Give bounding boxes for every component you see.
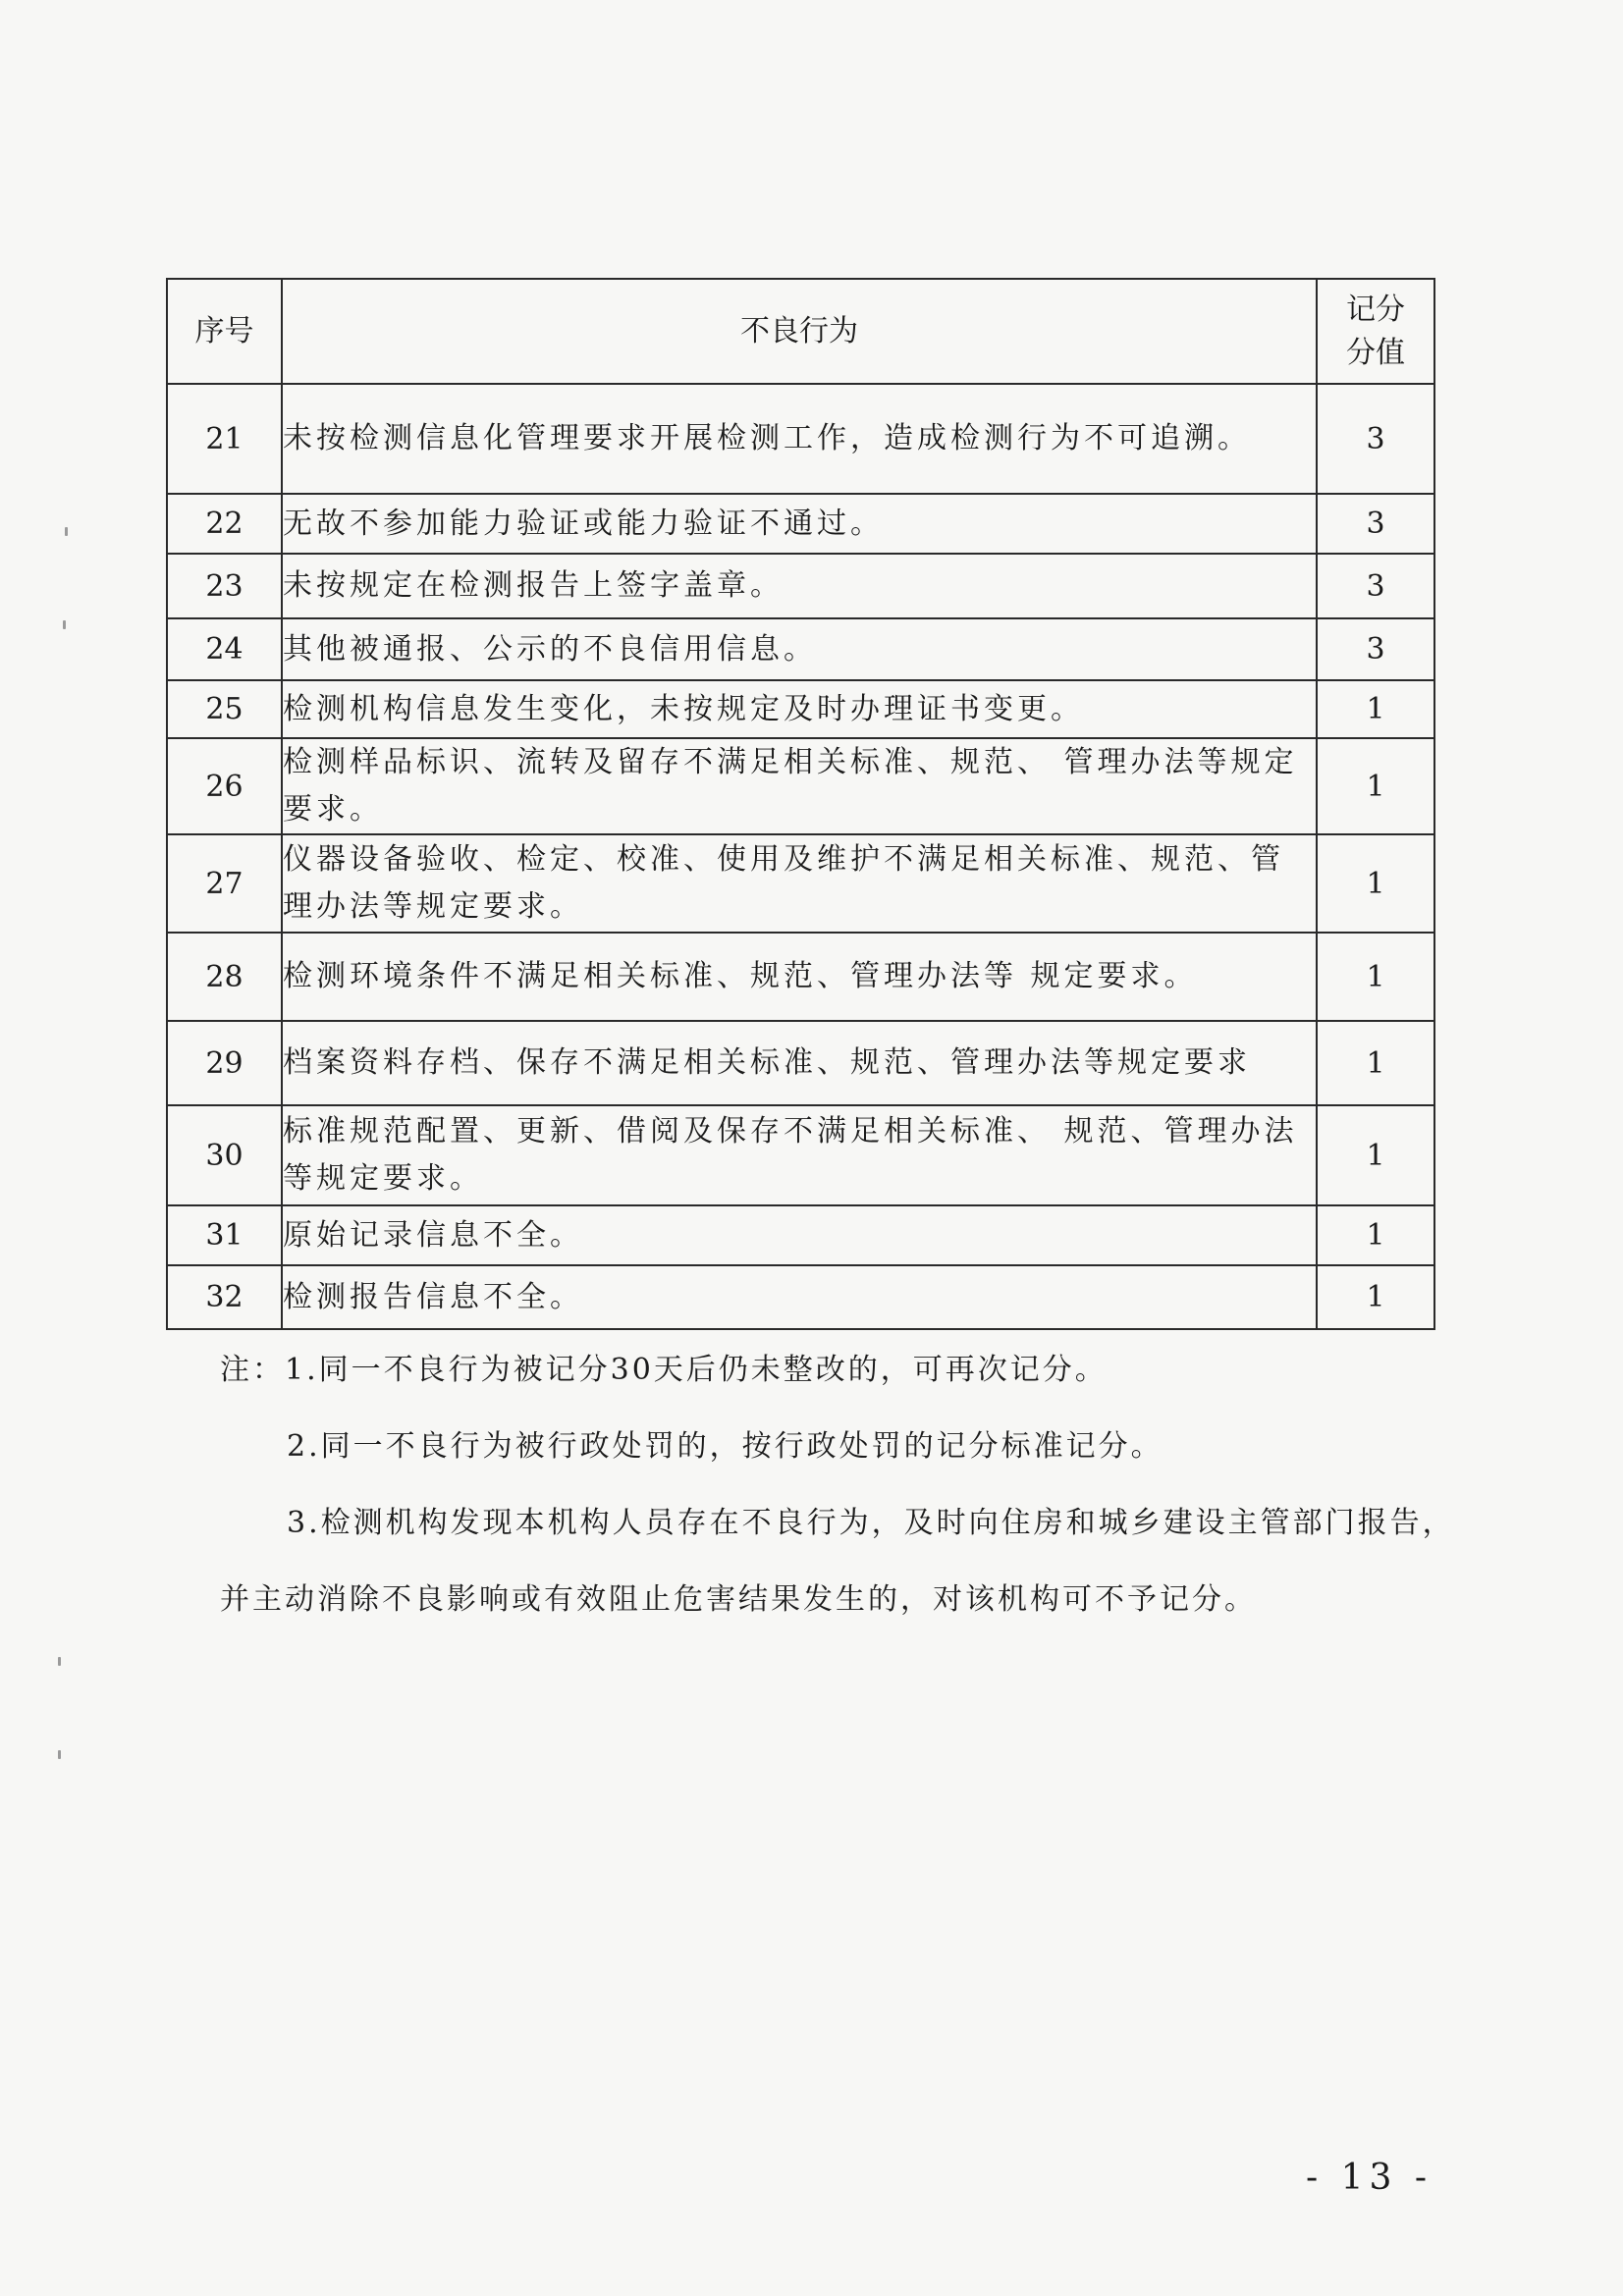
- table-row: [167, 554, 1434, 618]
- row-behavior: 无故不参加能力验证或能力验证不通过。: [282, 494, 1317, 554]
- row-score: 1: [1317, 680, 1434, 738]
- scan-speck: [65, 527, 68, 536]
- row-seq: 31: [167, 1205, 282, 1265]
- row-score: 3: [1317, 494, 1434, 554]
- header-behavior: 不良行为: [282, 279, 1317, 384]
- row-seq: 21: [167, 384, 282, 494]
- row-seq: 25: [167, 680, 282, 738]
- page-number: - 13 -: [1306, 2158, 1434, 2198]
- note-1: 注：1.同一不良行为被记分30天后仍未整改的，可再次记分。: [220, 1353, 1108, 1387]
- note-2: 2.同一不良行为被行政处罚的，按行政处罚的记分标准记分。: [287, 1429, 1163, 1464]
- row-seq: 22: [167, 494, 282, 554]
- note-3-line-1: 3.检测机构发现本机构人员存在不良行为，及时向住房和城乡建设主管部门报告，: [287, 1506, 1455, 1540]
- row-behavior: 档案资料存档、保存不满足相关标准、规范、管理办法等规定要求: [282, 1021, 1317, 1105]
- header-score-line2: 分值: [1346, 335, 1405, 370]
- row-seq: 30: [167, 1105, 282, 1205]
- row-score: 3: [1317, 554, 1434, 618]
- row-score: 3: [1317, 618, 1434, 680]
- row-seq: 28: [167, 933, 282, 1021]
- row-score: 1: [1317, 738, 1434, 834]
- row-seq: 23: [167, 554, 282, 618]
- table-row: [167, 1265, 1434, 1329]
- row-score: 1: [1317, 1265, 1434, 1329]
- table-row: [167, 1021, 1434, 1105]
- row-behavior: 原始记录信息不全。: [282, 1205, 1317, 1265]
- header-seq: 序号: [167, 279, 282, 384]
- table-row: [167, 494, 1434, 554]
- row-behavior: 检测机构信息发生变化，未按规定及时办理证书变更。: [282, 680, 1317, 738]
- table-row: [167, 1205, 1434, 1265]
- row-score: 1: [1317, 1105, 1434, 1205]
- header-score-line1: 记分: [1346, 292, 1405, 327]
- scan-speck: [58, 1657, 61, 1666]
- table-row: [167, 834, 1434, 933]
- row-score: 1: [1317, 834, 1434, 933]
- row-behavior: 检测报告信息不全。: [282, 1265, 1317, 1329]
- row-behavior: 标准规范配置、更新、借阅及保存不满足相关标准、 规范、管理办法等规定要求。: [282, 1105, 1317, 1205]
- row-score: 1: [1317, 933, 1434, 1021]
- table-row: [167, 384, 1434, 494]
- table-row: [167, 738, 1434, 834]
- row-seq: 32: [167, 1265, 282, 1329]
- row-score: 1: [1317, 1021, 1434, 1105]
- table-row: [167, 933, 1434, 1021]
- row-seq: 27: [167, 834, 282, 933]
- table-row: [167, 618, 1434, 680]
- row-seq: 29: [167, 1021, 282, 1105]
- row-seq: 26: [167, 738, 282, 834]
- row-behavior: 检测样品标识、流转及留存不满足相关标准、规范、 管理办法等规定要求。: [282, 738, 1317, 834]
- row-seq: 24: [167, 618, 282, 680]
- row-score: 3: [1317, 384, 1434, 494]
- scan-speck: [58, 1750, 61, 1759]
- scan-speck: [63, 620, 66, 629]
- demerit-table: [166, 278, 1435, 1330]
- row-behavior: 未按规定在检测报告上签字盖章。: [282, 554, 1317, 618]
- table-row: [167, 1105, 1434, 1205]
- row-behavior: 检测环境条件不满足相关标准、规范、管理办法等 规定要求。: [282, 933, 1317, 1021]
- table-header-row: [167, 279, 1434, 384]
- row-behavior: 其他被通报、公示的不良信用信息。: [282, 618, 1317, 680]
- table-row: [167, 680, 1434, 738]
- row-score: 1: [1317, 1205, 1434, 1265]
- header-score: [1317, 279, 1434, 384]
- row-behavior: 未按检测信息化管理要求开展检测工作，造成检测行为不可追溯。: [282, 384, 1317, 494]
- row-behavior: 仪器设备验收、检定、校准、使用及维护不满足相关标准、规范、管理办法等规定要求。: [282, 834, 1317, 933]
- note-3-line-2: 并主动消除不良影响或有效阻止危害结果发生的，对该机构可不予记分。: [220, 1582, 1257, 1617]
